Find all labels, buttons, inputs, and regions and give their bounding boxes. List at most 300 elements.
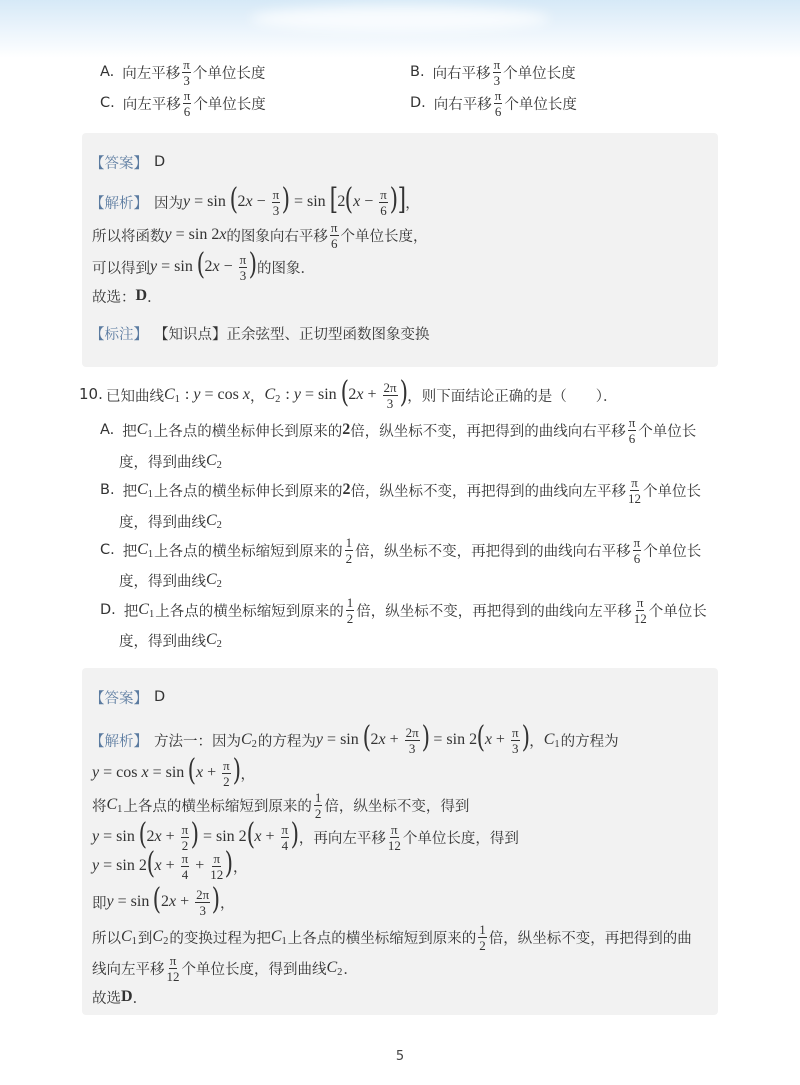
math-variable: y [164,226,172,243]
text-run: 的变换过程为把 [169,930,271,947]
text-run: ， [405,195,420,212]
math-run: = sin 2 [429,731,478,748]
delimiter: ( [152,882,162,917]
text-run: 倍，纵坐标不变，再把得到的曲线向右平移 [355,543,631,560]
math-run: = sin 2 [198,828,247,845]
section-tag: 【答案】 [90,690,148,707]
text-run: 故选 [92,990,121,1007]
fraction [183,89,192,118]
math-bold: D [135,287,148,304]
text-run: 上各点的横坐标伸长到原来的 [153,423,343,440]
fraction [314,791,323,820]
text-run: 向右平移 [433,96,492,113]
math-variable: C [137,481,148,498]
subscript: 2 [216,638,222,650]
text-run: 上各点的横坐标缩短到原来的 [287,930,477,947]
delimiter: ) [421,720,430,755]
fraction-numerator: π [223,757,230,773]
text-run: 上各点的横坐标缩短到原来的 [154,543,343,560]
text-run: 个单位长 [643,543,702,560]
section-tag: 【解析】 [90,733,148,750]
text-run: ， [233,859,248,876]
math-variable: y [92,828,100,845]
text-run: 个单位长 [638,423,697,440]
text-run: 所以 [92,930,121,947]
fraction-numerator: π [633,534,641,550]
fraction [628,416,637,445]
text-run: 到 [137,930,153,947]
subscript: 2 [275,393,281,405]
fraction-numerator: π [636,594,644,610]
math-variable: x [196,764,204,781]
fraction-denominator: 2 [345,550,353,566]
delimiter: ( [146,846,155,881]
fraction [493,58,502,87]
fraction [181,852,190,881]
math-run: 2x + [348,386,381,403]
math-variable: C [164,386,175,403]
math-variable: C [241,731,252,748]
fraction-numerator: π [169,952,177,968]
text-run: 把 [123,603,139,620]
text-run: 个单位长 [642,483,701,500]
fraction-numerator: π [631,474,638,490]
answer-line [90,679,165,715]
fraction-numerator: π [183,87,191,103]
math-run [241,731,252,749]
math-variable: C [543,731,555,748]
math-run [206,452,217,470]
math-variable: y [92,857,100,874]
delimiter: ( [340,375,349,410]
fraction-denominator: 12 [387,837,401,853]
text-run: 因为 [154,195,183,212]
math-run [137,421,148,439]
text-run: 倍，纵坐标不变，得到 [324,798,470,815]
fraction [222,759,231,788]
math-run: x − [353,193,378,210]
math-run: : y = cos x [180,386,250,403]
text-run: 把 [122,543,138,560]
text-run: D [154,154,166,170]
math-variable: y [150,258,158,275]
math-run [164,386,175,404]
fraction-numerator: 1 [346,594,354,610]
delimiter: ( [345,182,354,217]
subscript: 2 [163,935,169,947]
fraction-denominator: 6 [330,235,338,251]
text-run: ． [147,289,162,306]
delimiter: ) [281,182,291,217]
delimiter: ) [521,720,530,755]
math-run: x + [154,857,179,874]
math-run [206,631,217,649]
text-run: 倍，纵坐标不变，再把得到的曲线向右平移 [350,423,626,440]
math-run [107,796,118,814]
math-variable: C [264,386,276,403]
fraction-denominator: 4 [281,837,289,853]
fraction-denominator: 4 [181,866,189,882]
fraction [346,596,355,625]
math-variable: y [193,386,201,403]
math-run: 2x − [204,258,237,275]
fraction-denominator: 12 [210,866,224,882]
delimiter: ( [476,720,486,755]
fraction-denominator: 6 [633,550,641,566]
fraction [478,923,487,952]
subscript: 2 [216,459,222,471]
fraction-numerator: 1 [314,789,322,805]
fraction-numerator: π [181,821,189,837]
text-run: 个单位长度 [192,65,266,82]
analysis-line [92,979,147,1015]
section-tag: 【解析】 [90,195,148,212]
delimiter: ) [190,817,200,852]
math-variable: x [484,731,492,748]
fraction [383,381,398,410]
math-run [152,928,163,946]
text-run: ，再向左平移 [298,830,386,847]
text-run: 个单位长度 [193,96,266,113]
fraction-numerator: π [272,186,280,202]
fraction [210,852,223,881]
subscript: 1 [281,935,287,947]
option-label: A. [100,64,115,80]
fraction-numerator: 2π [383,379,397,395]
text-run: 把 [122,483,138,500]
delimiter: ( [187,753,197,788]
text-run: ，则下面结论正确的是（ ）． [407,388,618,405]
math-run [271,928,282,946]
analysis-line [92,884,234,920]
fraction-numerator: π [281,821,289,837]
text-run: 将 [92,798,107,815]
option-c [100,85,266,121]
text-run: 所以将函数 [92,228,165,245]
option-label: D. [410,95,426,111]
fraction-numerator: π [511,724,519,740]
math-run: + [191,857,209,874]
text-run: 个单位长度 [503,65,576,82]
math-variable: x [154,857,162,874]
math-run [137,481,148,499]
text-run: 向右平移 [432,65,491,82]
math-run [327,959,338,977]
text-run: 故选： [92,289,136,306]
fraction-denominator: 2 [346,610,354,626]
subscript: 1 [117,803,123,815]
option-label: A. [100,422,115,438]
delimiter: ) [290,817,300,852]
text-run: 的图象． [256,260,315,277]
math-variable: x [219,226,227,243]
header-decoration [0,0,800,58]
analysis-line [90,722,619,758]
math-variable: y [293,386,301,403]
math-variable: C [270,928,282,945]
delimiter: [ [329,182,338,217]
delimiter: ) [399,375,408,410]
math-variable: C [326,959,338,976]
math-run: y = cos x = sin [92,764,185,781]
fraction-numerator: π [181,850,189,866]
text-run: 倍，纵坐标不变，再把得到的曲线向左平移 [356,603,632,620]
fraction-denominator: 12 [166,968,180,984]
math-run: y = sin [183,193,226,210]
math-run [264,386,275,404]
fraction [379,188,388,217]
delimiter: ( [362,720,371,755]
fraction-denominator: 12 [633,610,647,626]
math-run: y = sin 2x [164,226,227,243]
math-run: 2x + [146,828,179,845]
math-variable: C [106,796,118,813]
math-run: 2 [337,193,346,210]
delimiter: ) [211,882,221,917]
text-run: ． [343,961,358,978]
math-variable: C [206,631,217,648]
analysis-line [92,787,469,823]
text-run: 的图象向右平移 [226,228,328,245]
text-run: 已知曲线 [106,388,164,405]
text-run: D [154,689,166,705]
text-run: 个单位长度，得到 [402,830,519,847]
math-run [206,512,217,530]
text-run: 上各点的横坐标缩短到原来的 [155,603,344,620]
analysis-line [92,278,162,314]
fraction-denominator: 6 [380,202,387,218]
math-variable: x [169,893,177,910]
fraction-denominator: 3 [408,740,416,756]
cloud-decoration [250,6,550,32]
math-bold: 2 [342,421,351,438]
text-run: 个单位长 [648,603,707,620]
text-run: 度，得到曲线 [119,454,206,471]
subscript: 1 [148,608,155,620]
math-bold: D [121,988,133,1005]
fraction [633,536,642,565]
text-run: 可以得到 [92,260,150,277]
math-run [544,731,555,749]
fraction [167,954,180,983]
text-run: 个单位长度， [340,228,428,245]
analysis-line [92,848,248,884]
delimiter: ) [248,247,258,282]
fraction-denominator: 3 [386,395,394,411]
text-run: 的方程为 [560,733,619,750]
fraction-numerator: 1 [345,534,353,550]
text-run: ． [132,990,148,1007]
fraction-numerator: π [330,219,338,235]
text-run: 的方程为 [257,733,316,750]
fraction-numerator: π [183,56,190,72]
math-variable: x [141,764,149,781]
fraction-denominator: 2 [223,773,230,789]
math-variable: C [206,452,217,469]
fraction [330,221,339,250]
subscript: 1 [554,738,560,750]
text-run: 个单位长度 [504,96,577,113]
option-d [410,85,577,121]
fraction [182,58,191,87]
delimiter: ( [246,817,255,852]
math-variable: C [152,928,164,945]
delimiter: ) [224,846,234,881]
text-run: 度，得到曲线 [119,633,206,650]
fraction [405,726,420,755]
math-run: = sin [289,193,326,210]
math-run: 2x + [161,893,194,910]
fraction-numerator: 2π [405,724,419,740]
fraction [628,476,641,505]
option-label: B. [100,482,115,498]
question-number: 10. [79,385,103,403]
math-variable: x [353,193,361,210]
fraction [281,823,290,852]
text-run: 向左平移 [122,96,181,113]
math-run: y = sin [106,893,150,910]
fraction-numerator: 1 [479,921,486,937]
fraction-numerator: π [391,821,398,837]
fraction [511,726,520,755]
text-run: ， [529,733,544,750]
math-variable: y [183,193,191,210]
text-run: 倍，纵坐标不变，再把得到的曲 [488,930,692,947]
subscript: 1 [147,428,153,440]
subscript: 2 [216,519,222,531]
math-variable: x [245,193,253,210]
math-variable: x [154,828,162,845]
math-variable: x [378,731,386,748]
subscript: 1 [131,935,137,947]
fraction-numerator: π [494,87,502,103]
option-label: D. [100,602,116,618]
text-run: 把 [122,423,137,440]
math-variable: C [137,541,148,558]
fraction [345,536,354,565]
text-run: 倍，纵坐标不变，再把得到的曲线向左平移 [350,483,626,500]
option-label: C. [100,542,115,558]
option-label: B. [410,64,425,80]
delimiter: ( [229,182,238,217]
math-run [138,601,149,619]
fraction-denominator: 2 [314,805,322,821]
fraction-denominator: 3 [199,902,206,918]
fraction-denominator: 6 [183,103,191,119]
page-number: 5 [395,1049,405,1064]
answer-line [90,144,165,180]
math-run: 2x + [370,731,403,748]
fraction-numerator: 2π [196,886,210,902]
fraction-denominator: 3 [493,72,501,88]
math-run: y = sin 2 [92,857,147,874]
fraction-denominator: 3 [183,72,190,88]
subscript: 2 [337,966,343,978]
subscript: 1 [147,548,154,560]
math-run: y = sin [92,828,135,845]
math-variable: C [136,421,148,438]
text-run: 向左平移 [122,65,181,82]
fraction-denominator: 6 [494,103,502,119]
text-run: ， [240,766,255,783]
subscript: 2 [251,738,257,750]
text-run: 上各点的横坐标缩短到原来的 [123,798,312,815]
delimiter: ( [138,817,147,852]
math-run [121,928,132,946]
text-run: 度，得到曲线 [119,514,206,531]
fraction-denominator: 3 [272,202,280,218]
fraction [195,888,210,917]
fraction-denominator: 2 [479,937,486,953]
delimiter: ] [397,182,406,217]
math-run: 2x − [237,193,270,210]
math-run [137,541,148,559]
math-variable: x [356,386,364,403]
fraction [634,596,647,625]
math-variable: C [138,601,149,618]
text-run: ， [219,895,235,912]
section-tag: 【答案】 [90,155,148,172]
question-stem [106,377,618,413]
text-run: 线向左平移 [92,961,165,978]
math-run [206,571,217,589]
math-variable: x [254,828,262,845]
text-run: 个单位长度，得到曲线 [181,961,327,978]
subscript: 1 [147,488,153,500]
text-run: 【知识点】正余弦型、正切型函数图象变换 [154,326,430,343]
math-run: y = sin [150,258,193,275]
math-run: x + [484,731,509,748]
fraction-denominator: 6 [628,430,636,446]
section-tag: 【标注】 [90,326,148,343]
option-label: C. [100,95,115,111]
delimiter: ) [389,182,398,217]
fraction-denominator: 12 [627,490,641,506]
math-variable: y [106,893,114,910]
delimiter: ) [232,753,241,788]
math-variable: y [92,764,100,781]
math-run: : y = sin [281,386,337,403]
fraction-numerator: π [493,56,501,72]
fraction-numerator: π [380,186,387,202]
math-run: x + [254,828,279,845]
math-run: x + [196,764,221,781]
text-run: 方法一：因为 [154,733,241,750]
analysis-line [92,755,255,791]
option-d-continued [119,622,223,658]
fraction-numerator: π [239,251,247,267]
math-variable: y [315,731,324,748]
math-run: y = sin [315,731,359,748]
fraction-denominator: 3 [511,740,519,756]
note-line [90,315,430,351]
subscript: 1 [174,393,180,405]
fraction [272,188,281,217]
fraction-numerator: π [213,850,221,866]
text-run: ， [249,388,265,405]
math-variable: x [242,386,250,403]
math-variable: C [121,928,132,945]
fraction [239,253,248,282]
fraction-denominator: 3 [239,267,247,283]
math-variable: C [206,571,217,588]
math-variable: C [206,512,217,529]
analysis-line [90,184,420,220]
text-run: 度，得到曲线 [119,573,206,590]
fraction-denominator: 2 [181,837,189,853]
subscript: 2 [216,578,222,590]
text-run: 即 [92,895,107,912]
